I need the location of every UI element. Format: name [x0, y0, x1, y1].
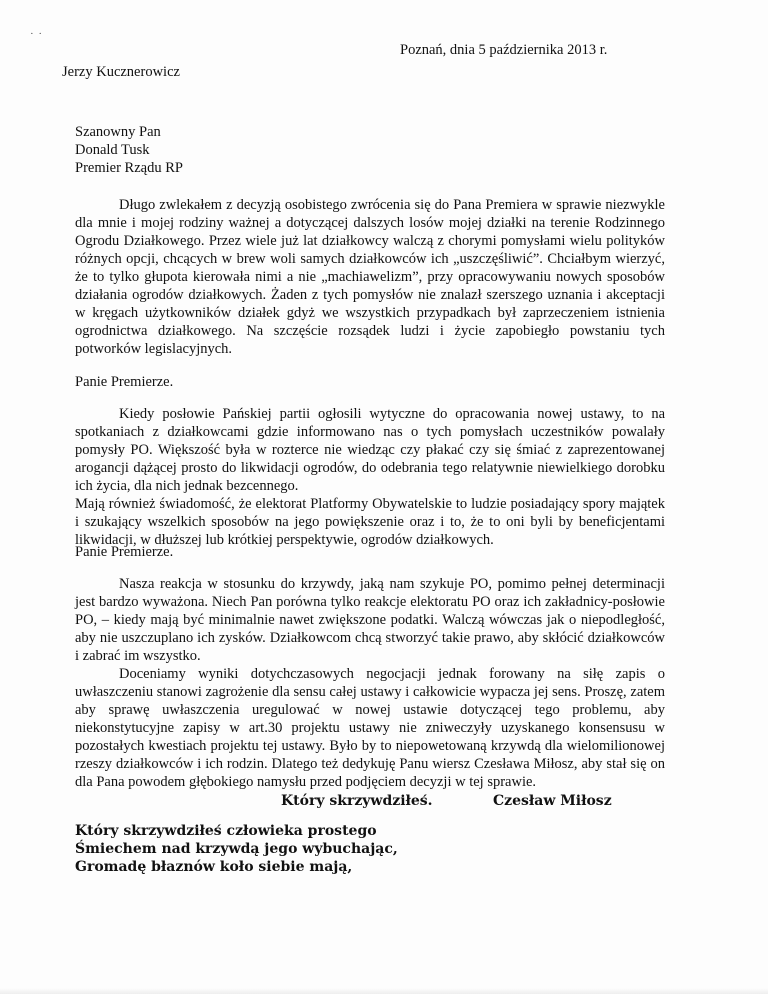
- place-and-date: Poznań, dnia 5 października 2013 r.: [400, 42, 608, 58]
- poem-line: Śmiechem nad krzywdą jego wybuchając,: [75, 841, 398, 857]
- recipient-block: [75, 123, 183, 177]
- salutation: Panie Premierze.: [75, 374, 174, 390]
- letter-paragraph: Długo zwlekałem z decyzją osobistego zwrócenia się do Pana Premiera w sprawie niezwykle dla mnie i mojej rodziny ważnej a dotyczącej dalszych losów mojej działki na terenie Rodzinnego Ogrodu Działkowego. Przez wiele już lat działkowcy walczą z chorymi pomysłami wielu polityków różnych opcji, chcących w brew woli samych działkowców ich „uszczęśliwić”. Chciałbym wierzyć, że to tylko głupota kierowała nimi a nie „machiawelizm”, przy opracowywaniu nowych sposobów działania ogrodów działkowych. Żaden z tych pomysłów nie znalazł szerszego uznania i akceptacji w kręgach użytkowników działek gdyż we wszystkich przypadkach był zaprzeczeniem istnienia ogrodnictwa działkowego. Na szczęście rozsądek ludzi i życie zapobiegło powstaniu tych potworków legislacyjnych.: [75, 197, 665, 357]
- letter-paragraph-block: [75, 405, 665, 549]
- recipient-line: Premier Rządu RP: [75, 160, 183, 176]
- poem-line: Gromadę błaznów koło siebie mają,: [75, 859, 353, 875]
- letter-paragraph: Doceniamy wyniki dotychczasowych negocjacji jednak forowany na siłę zapis o uwłaszczeniu stanowi zagrożenie dla sensu całej ustawy i całkowicie wypacza jej sens. Proszę, zatem aby sprawę uwłaszczenia uregulować w nowej ustawie dotyczącej tego problemu, aby niekonstytucyjne zapisy w art.30 projektu ustawy nie zniweczyły uzyskanego konsensusu w pozostałych kwestiach projektu tej ustawy. Było by to niepowetowaną krzywdą dla wielomilionowej rzeszy działkowców i ich rodzin. Dlatego też dedykuję Panu wiersz Czesława Miłosz, aby stał się on dla Pana powodem głębokiego namysłu przed podjęciem decyzji w tej sprawie.: [75, 666, 665, 790]
- recipient-line: Donald Tusk: [75, 142, 150, 158]
- poem-author: Czesław Miłosz: [493, 793, 612, 809]
- poem-verses: [75, 822, 398, 876]
- poem-title: Który skrzywdziłeś.: [281, 793, 433, 809]
- sender-name: Jerzy Kucznerowicz: [62, 64, 180, 80]
- salutation: Panie Premierze.: [75, 544, 174, 560]
- letter-paragraph: Kiedy posłowie Pańskiej partii ogłosili wytyczne do opracowania nowej ustawy, to na spotkaniach z działkowcami gdzie informowano nas o tych pomysłach uczestników powalały pomysły PO. Większość była w rozterce nie wiedząc czy płakać czy się śmiać z zaprezentowanej arogancji dążącej prosto do likwidacji ogrodów, do odebrania tego relatywnie niewielkiego dorobku ich życia, dla nich jednak bezcennego.: [75, 406, 665, 494]
- letter-paragraph: Nasza reakcja w stosunku do krzywdy, jaką nam szykuje PO, pomimo pełnej determinacji jest bardzo wyważona. Niech Pan porówna tylko reakcje elektoratu PO oraz ich zakładnicy-posłowie PO, – kiedy mają być minimalnie nawet zwiększone podatki. Walczą wówczas jak o niepodległość, aby nie uszczuplano ich zysków. Działkowcom chcą stworzyć takie prawo, aby skłócić działkowców i zabrać im wszystko.: [75, 576, 665, 664]
- scan-artifact: · ·: [30, 28, 44, 40]
- letter-paragraph: Mają również świadomość, że elektorat Platformy Obywatelskie to ludzie posiadający spory majątek i szukający wszelkich sposobów na jego powiększenie oraz i to, że to oni byli by beneficjentami likwidacji, w dłuższej lub krótkiej perspektywie, ogrodów działkowych.: [75, 496, 665, 548]
- poem-line: Który skrzywdziłeś człowieka prostego: [75, 823, 377, 839]
- page-bottom-edge: [0, 988, 768, 994]
- recipient-line: Szanowny Pan: [75, 124, 161, 140]
- letter-paragraph-block: [75, 575, 665, 791]
